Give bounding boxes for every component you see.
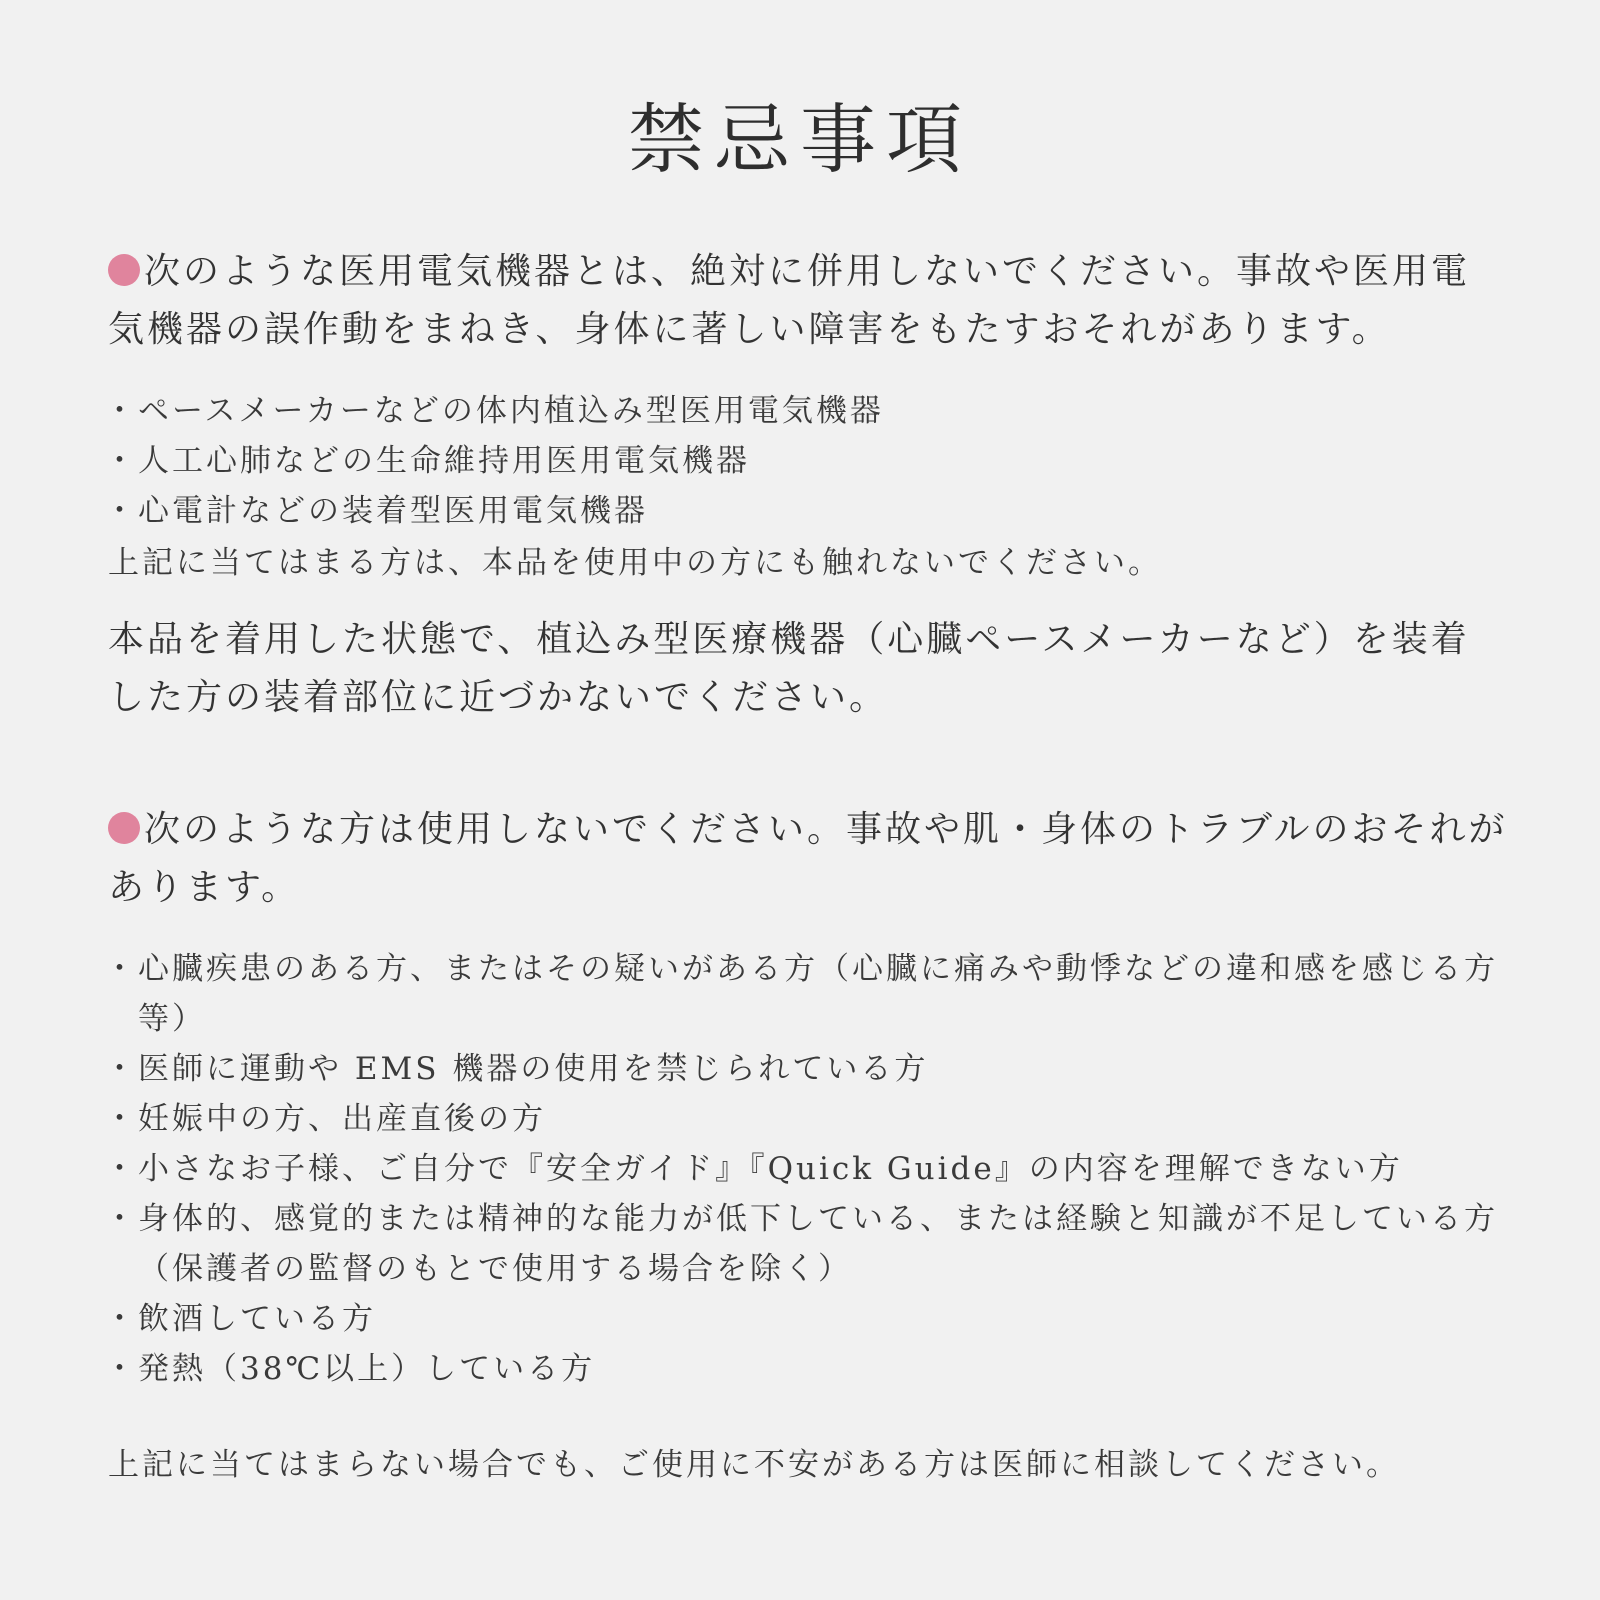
section1-list <box>108 386 1508 536</box>
section1-heading-text: 次のような医用電気機器とは、絶対に併用しないでください。事故や医用電気機器の誤作動をまねき、身体に著しい障害をもたすおそれがあります。 <box>108 251 1471 350</box>
section2-note: 上記に当てはまらない場合でも、ご使用に不安がある方は医師に相談してください。 <box>108 1447 1400 1483</box>
list-item: ・ 妊娠中の方、出産直後の方 <box>108 1094 1508 1144</box>
page-title: 禁忌事項 <box>628 95 972 184</box>
section2-heading-text: 次のような方は使用しないでください。事故や肌・身体のトラブルのおそれがあります。 <box>108 809 1508 908</box>
section2-list <box>108 944 1508 1394</box>
section1-note: 上記に当てはまる方は、本品を使用中の方にも触れないでください。 <box>108 545 1162 581</box>
list-item: ・ 小さなお子様、ご自分で『安全ガイド』『Quick Guide』の内容を理解できない方 <box>108 1144 1508 1194</box>
list-item: ・ 心臓疾患のある方、またはその疑いがある方（心臓に痛みや動悸などの違和感を感じる方等） <box>108 944 1508 1044</box>
list-item: ・ 医師に運動や EMS 機器の使用を禁じられている方 <box>108 1044 1508 1094</box>
bullet-dot-icon <box>108 254 140 286</box>
list-item: ・ 人工心肺などの生命維持用医用電気機器 <box>108 436 1508 486</box>
list-item: ・ 発熱（38℃以上）している方 <box>108 1344 1508 1394</box>
list-item: ・ ペースメーカーなどの体内植込み型医用電気機器 <box>108 386 1508 436</box>
list-item: ・ 心電計などの装着型医用電気機器 <box>108 486 1508 536</box>
section2-heading <box>108 801 1508 917</box>
list-item: ・ 身体的、感覚的または精神的な能力が低下している、または経験と知識が不足している方（保護者の監督のもとで使用する場合を除く） <box>108 1194 1508 1294</box>
section1-paragraph: 本品を着用した状態で、植込み型医療機器（心臓ペースメーカーなど）を装着した方の装着部位に近づかないでください。 <box>108 619 1470 718</box>
section1-heading <box>108 243 1508 359</box>
list-item: ・ 飲酒している方 <box>108 1294 1508 1344</box>
bullet-dot-icon <box>108 812 140 844</box>
